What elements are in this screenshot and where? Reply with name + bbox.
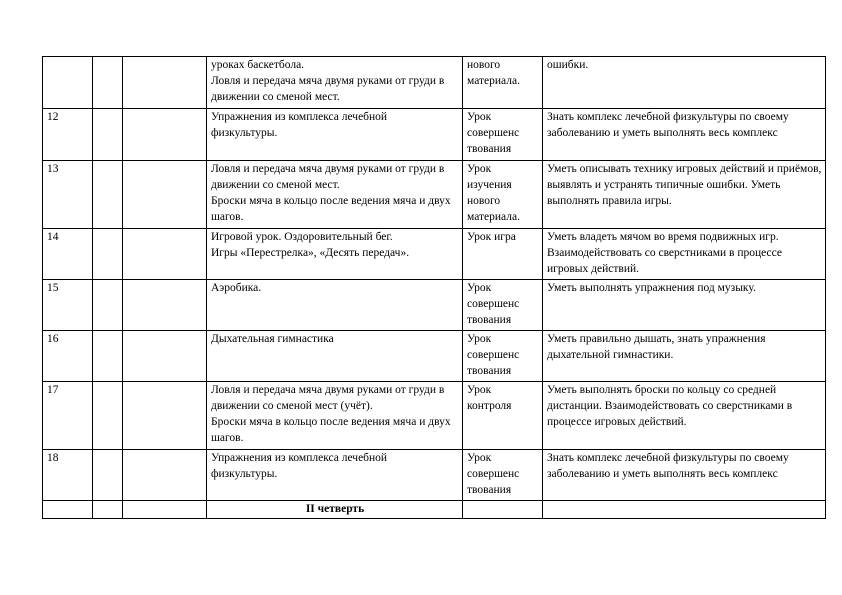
lesson-topic-cell: Упражнения из комплекса лечебной физкультуры. [207,450,463,501]
lesson-number-cell: 16 [43,331,93,382]
lesson-topic-cell: Игровой урок. Оздоровительный бег. Игры «Перестрелка», «Десять передач». [207,229,463,280]
table-row [43,57,826,109]
lesson-topic-cell: Ловля и передача мяча двумя руками от груди в движении со сменой мест. Броски мяча в кольцо после ведения мяча и двух шагов. [207,161,463,229]
lesson-number-cell: 13 [43,161,93,229]
table-row [43,450,826,501]
lesson-type-cell: Урок контроля [463,382,543,450]
empty-cell [93,161,123,229]
lesson-number-cell: 17 [43,382,93,450]
requirements-cell: ошибки. [543,57,826,109]
empty-cell [93,382,123,450]
empty-cell [123,501,207,519]
lesson-type-cell: нового материала. [463,57,543,109]
lesson-number-cell: 12 [43,109,93,161]
table-row [43,161,826,229]
lesson-number-cell: 14 [43,229,93,280]
table-row [43,280,826,331]
lesson-type-cell: Урок совершенс твования [463,331,543,382]
empty-cell [123,229,207,280]
empty-cell [123,331,207,382]
table-row [43,109,826,161]
table-row [43,229,826,280]
lesson-number-cell [43,57,93,109]
empty-cell [123,450,207,501]
lesson-type-cell: Урок игра [463,229,543,280]
lesson-topic-cell: Дыхательная гимнастика [207,331,463,382]
empty-cell [123,280,207,331]
empty-cell [93,280,123,331]
requirements-cell: Уметь владеть мячом во время подвижных игр. Взаимодействовать со сверстниками в процессе игровых действий. [543,229,826,280]
empty-cell [123,109,207,161]
requirements-cell: Уметь выполнять упражнения под музыку. [543,280,826,331]
lesson-plan-table [42,56,826,519]
empty-cell [93,501,123,519]
quarter-label: II четверть [207,501,463,519]
empty-cell [93,450,123,501]
empty-cell [123,57,207,109]
requirements-cell: Знать комплекс лечебной физкультуры по своему заболеванию и уметь выполнять весь комплекс [543,450,826,501]
table-row [43,382,826,450]
lesson-topic-cell: Аэробика. [207,280,463,331]
lesson-type-cell: Урок совершенс твования [463,450,543,501]
lesson-type-cell: Урок изучения нового материала. [463,161,543,229]
empty-cell [123,161,207,229]
lesson-topic-cell: уроках баскетбола. Ловля и передача мяча двумя руками от груди в движении со сменой мест. [207,57,463,109]
empty-cell [93,331,123,382]
empty-cell [543,501,826,519]
requirements-cell: Знать комплекс лечебной физкультуры по своему заболеванию и уметь выполнять весь комплекс [543,109,826,161]
lesson-number-cell: 15 [43,280,93,331]
lesson-type-cell: Урок совершенс твования [463,109,543,161]
lesson-topic-cell: Ловля и передача мяча двумя руками от груди в движении со сменой мест (учёт). Броски мяча в кольцо после ведения мяча и двух шагов. [207,382,463,450]
requirements-cell: Уметь правильно дышать, знать упражнения дыхательной гимнастики. [543,331,826,382]
empty-cell [463,501,543,519]
lesson-type-cell: Урок совершенс твования [463,280,543,331]
empty-cell [43,501,93,519]
requirements-cell: Уметь описывать технику игровых действий и приёмов, выявлять и устранять типичные ошибки. Уметь выполнять правила игры. [543,161,826,229]
lesson-topic-cell: Упражнения из комплекса лечебной физкультуры. [207,109,463,161]
lesson-number-cell: 18 [43,450,93,501]
empty-cell [93,229,123,280]
empty-cell [93,109,123,161]
table-row [43,331,826,382]
empty-cell [93,57,123,109]
quarter-header-row [43,501,826,519]
requirements-cell: Уметь выполнять броски по кольцу со средней дистанции. Взаимодействовать со сверстниками в процессе игровых действий. [543,382,826,450]
empty-cell [123,382,207,450]
